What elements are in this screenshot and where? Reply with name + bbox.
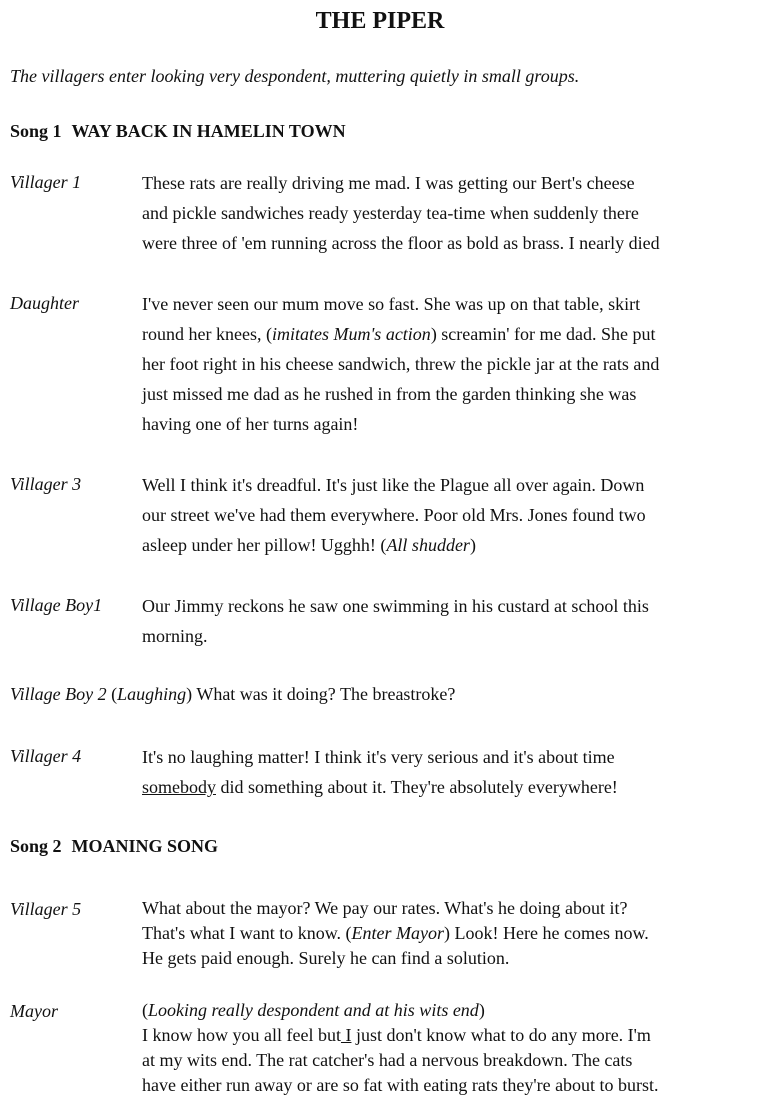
speaker-villager-4: Villager 4 [10,746,82,766]
speech-line: our street we've had them everywhere. Poor old Mrs. Jones found two [142,505,646,525]
stage-direction: Looking really despondent and at his wits end [148,1000,479,1020]
speech-line: and pickle sandwiches ready yesterday tea-time when suddenly there [142,203,639,223]
speech-line [142,772,754,802]
speech-line: Well I think it's dreadful. It's just like the Plague all over again. Down [142,475,645,495]
speech-villager-5 [142,896,754,971]
speech-line: at my wits end. The rat catcher's had a nervous breakdown. The cats [142,1050,633,1070]
stage-direction: All shudder [386,535,470,555]
speech-text: round her knees, ( [142,324,272,344]
speech-text: ) [469,535,476,555]
stage-direction: Laughing [117,684,187,704]
speech-villager-3 [142,470,754,560]
speaker-village-boy-1: Village Boy1 [10,595,103,615]
speech-text: ) [478,1000,485,1020]
speaker-daughter: Daughter [10,293,79,313]
speech-line: have either run away or are so fat with eating rats they're about to burst. [142,1075,659,1095]
song-1-number: Song 1 [10,121,62,141]
speech-text: ( [106,684,118,704]
speaker-villager-1: Villager 1 [10,172,82,192]
speech-villager-1 [142,168,754,258]
opening-stage-direction: The villagers enter looking very despondent, muttering quietly in small groups. [10,66,580,86]
speech-text: ) Look! Here he comes now. [444,923,649,943]
speech-line [142,319,754,349]
speech-line: morning. [142,626,208,646]
emphasised-word: somebody [142,777,216,797]
speaker-villager-3: Villager 3 [10,474,82,494]
speech-text: ( [142,1000,148,1020]
speech-line: These rats are really driving me mad. I was getting our Bert's cheese [142,173,635,193]
song-1-name: WAY BACK IN HAMELIN TOWN [71,121,346,141]
speech-line: I've never seen our mum move so fast. She was up on that table, skirt [142,294,641,314]
speaker-mayor: Mayor [10,1001,58,1021]
speech-line: were three of 'em running across the floor as bold as brass. I nearly died [142,233,660,253]
speech-line: Our Jimmy reckons he saw one swimming in his custard at school this [142,596,649,616]
speech-line [142,1023,754,1048]
speech-line: It's no laughing matter! I think it's very serious and it's about time [142,747,615,767]
speech-line: What about the mayor? We pay our rates. What's he doing about it? [142,898,628,918]
speech-text: ) [186,684,193,704]
speaker-villager-5: Villager 5 [10,899,82,919]
page-title: THE PIPER [315,8,445,34]
speech-text: just don't know what to do any more. I'm [351,1025,651,1045]
speech-text: ) screamin' for me dad. She put [430,324,656,344]
speech-line: having one of her turns again! [142,414,359,434]
stage-direction: Enter Mayor [351,923,445,943]
speech-villager-4 [142,742,754,802]
speech-text: That's what I want to know. ( [142,923,352,943]
speech-line: just missed me dad as he rushed in from the garden thinking she was [142,384,637,404]
speech-line: her foot right in his cheese sandwich, threw the pickle jar at the rats and [142,354,660,374]
speech-line: He gets paid enough. Surely he can find a solution. [142,948,510,968]
song-1-heading [10,121,346,142]
speaker-village-boy-2: Village Boy 2 [10,684,107,704]
speech-line [142,921,754,946]
speech-village-boy-2 [10,684,455,705]
speech-mayor [142,998,754,1098]
speech-line [142,530,754,560]
speech-village-boy-1 [142,591,754,651]
speech-line [142,998,754,1023]
speech-daughter [142,289,754,439]
song-2-heading [10,836,218,857]
song-2-name: MOANING SONG [71,836,219,856]
speech-text: What was it doing? The breastroke? [192,684,456,704]
speech-text: asleep under her pillow! Ugghh! ( [142,535,387,555]
song-2-number: Song 2 [10,836,62,856]
speech-text: did something about it. They're absolutely everywhere! [216,777,618,797]
emphasised-word: I [340,1025,352,1045]
speech-text: I know how you all feel but [142,1025,341,1045]
stage-direction: imitates Mum's action [271,324,431,344]
